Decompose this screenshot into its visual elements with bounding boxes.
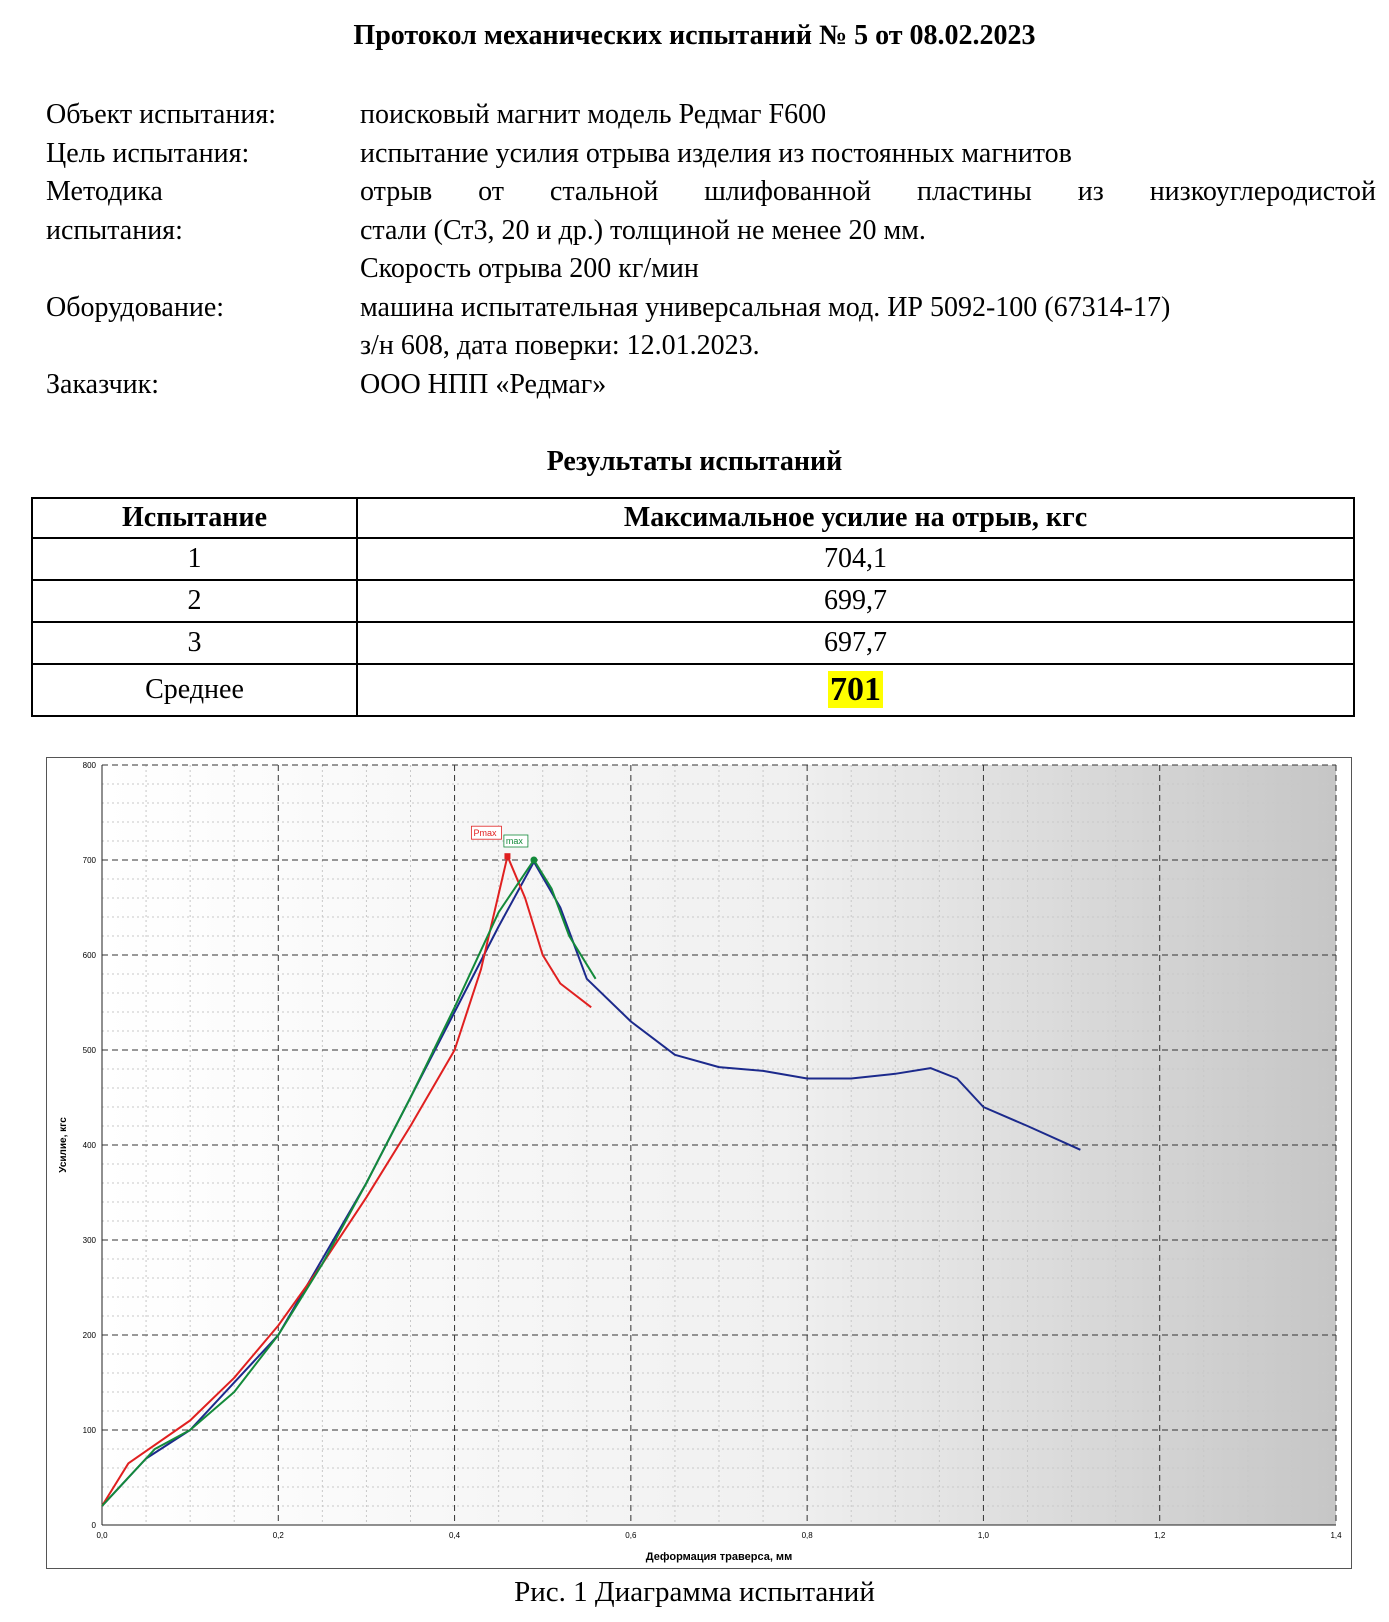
col-force-header: Максимальное усилие на отрыв, кгс <box>357 498 1354 538</box>
y-tick-label: 300 <box>82 1236 96 1245</box>
y-tick-label: 0 <box>91 1521 96 1530</box>
test-force: 699,7 <box>357 580 1354 622</box>
equipment-label: Оборудование: <box>46 291 225 323</box>
x-tick-label: 0,2 <box>272 1531 284 1540</box>
y-tick-label: 400 <box>82 1141 96 1150</box>
table-row <box>32 622 1354 664</box>
test-force: 704,1 <box>357 538 1354 580</box>
info-block <box>46 96 1376 404</box>
x-tick-label: 0,6 <box>625 1531 637 1540</box>
x-axis-label: Деформация траверса, мм <box>645 1551 793 1563</box>
average-row <box>32 664 1354 716</box>
y-tick-label: 700 <box>82 856 96 865</box>
purpose-value: испытание усилия отрыва изделия из постоянных магнитов <box>360 137 1072 169</box>
equipment-value-1: машина испытательная универсальная мод. ИР 5092-100 (67314-17) <box>360 291 1171 323</box>
test-force: 697,7 <box>357 622 1354 664</box>
protocol-title: Протокол механических испытаний № 5 от 08.02.2023 <box>353 20 1036 51</box>
test-number: 3 <box>32 622 357 664</box>
purpose-row <box>46 135 1376 174</box>
method-label-1: Методика <box>46 176 163 207</box>
method-value-2: стали (Ст3, 20 и др.) толщиной не менее 20 мм. <box>360 214 926 246</box>
table-row <box>32 580 1354 622</box>
equipment-value-2: з/н 608, дата поверки: 12.01.2023. <box>360 330 760 361</box>
customer-row <box>46 366 1376 405</box>
object-row <box>46 96 1376 135</box>
col-test-header: Испытание <box>32 498 357 538</box>
x-tick-label: 0,8 <box>801 1531 813 1540</box>
method-value-3: Скорость отрыва 200 кг/мин <box>360 253 699 284</box>
test-chart <box>46 757 1352 1569</box>
test-number: 1 <box>32 538 357 580</box>
equipment-row-1 <box>46 289 1376 328</box>
object-value: поисковый магнит модель Редмаг F600 <box>360 99 827 130</box>
y-tick-label: 500 <box>82 1046 96 1055</box>
max-label: max <box>505 836 523 846</box>
table-row <box>32 538 1354 580</box>
y-tick-label: 200 <box>82 1331 96 1340</box>
peak-point-green <box>530 857 537 864</box>
method-label-2: испытания: <box>46 214 183 246</box>
average-value: 701 <box>830 671 881 708</box>
results-heading: Результаты испытаний <box>546 446 843 477</box>
method-value-1: отрыв от стальной шлифованной пластины из низкоуглеродистой <box>360 176 1376 207</box>
table-header-row <box>32 498 1354 538</box>
peak-point-red <box>504 853 510 859</box>
object-label: Объект испытания: <box>46 99 276 130</box>
test-number: 2 <box>32 580 357 622</box>
y-tick-label: 800 <box>82 761 96 770</box>
average-cell <box>357 664 1354 716</box>
spacer <box>46 250 360 289</box>
y-tick-label: 600 <box>82 951 96 960</box>
customer-value: ООО НПП «Редмаг» <box>360 368 607 400</box>
equipment-row-2 <box>46 327 1376 366</box>
x-tick-label: 1,0 <box>977 1531 989 1540</box>
figure-caption: Рис. 1 Диаграмма испытаний <box>514 1576 875 1608</box>
customer-label: Заказчик: <box>46 368 160 400</box>
x-tick-label: 0,0 <box>96 1531 108 1540</box>
pmax-label: Pmax <box>473 828 497 839</box>
x-tick-label: 1,4 <box>1330 1531 1342 1540</box>
y-axis-label: Усилие, кгс <box>58 1117 69 1173</box>
method-row-2 <box>46 212 1376 251</box>
y-tick-label: 100 <box>82 1426 96 1435</box>
x-tick-label: 1,2 <box>1154 1531 1166 1540</box>
method-row-3 <box>46 250 1376 289</box>
spacer <box>46 327 360 366</box>
method-row-1 <box>46 173 1376 212</box>
x-tick-label: 0,4 <box>449 1531 461 1540</box>
results-table <box>31 497 1355 717</box>
average-label: Среднее <box>32 664 357 716</box>
purpose-label: Цель испытания: <box>46 137 250 169</box>
